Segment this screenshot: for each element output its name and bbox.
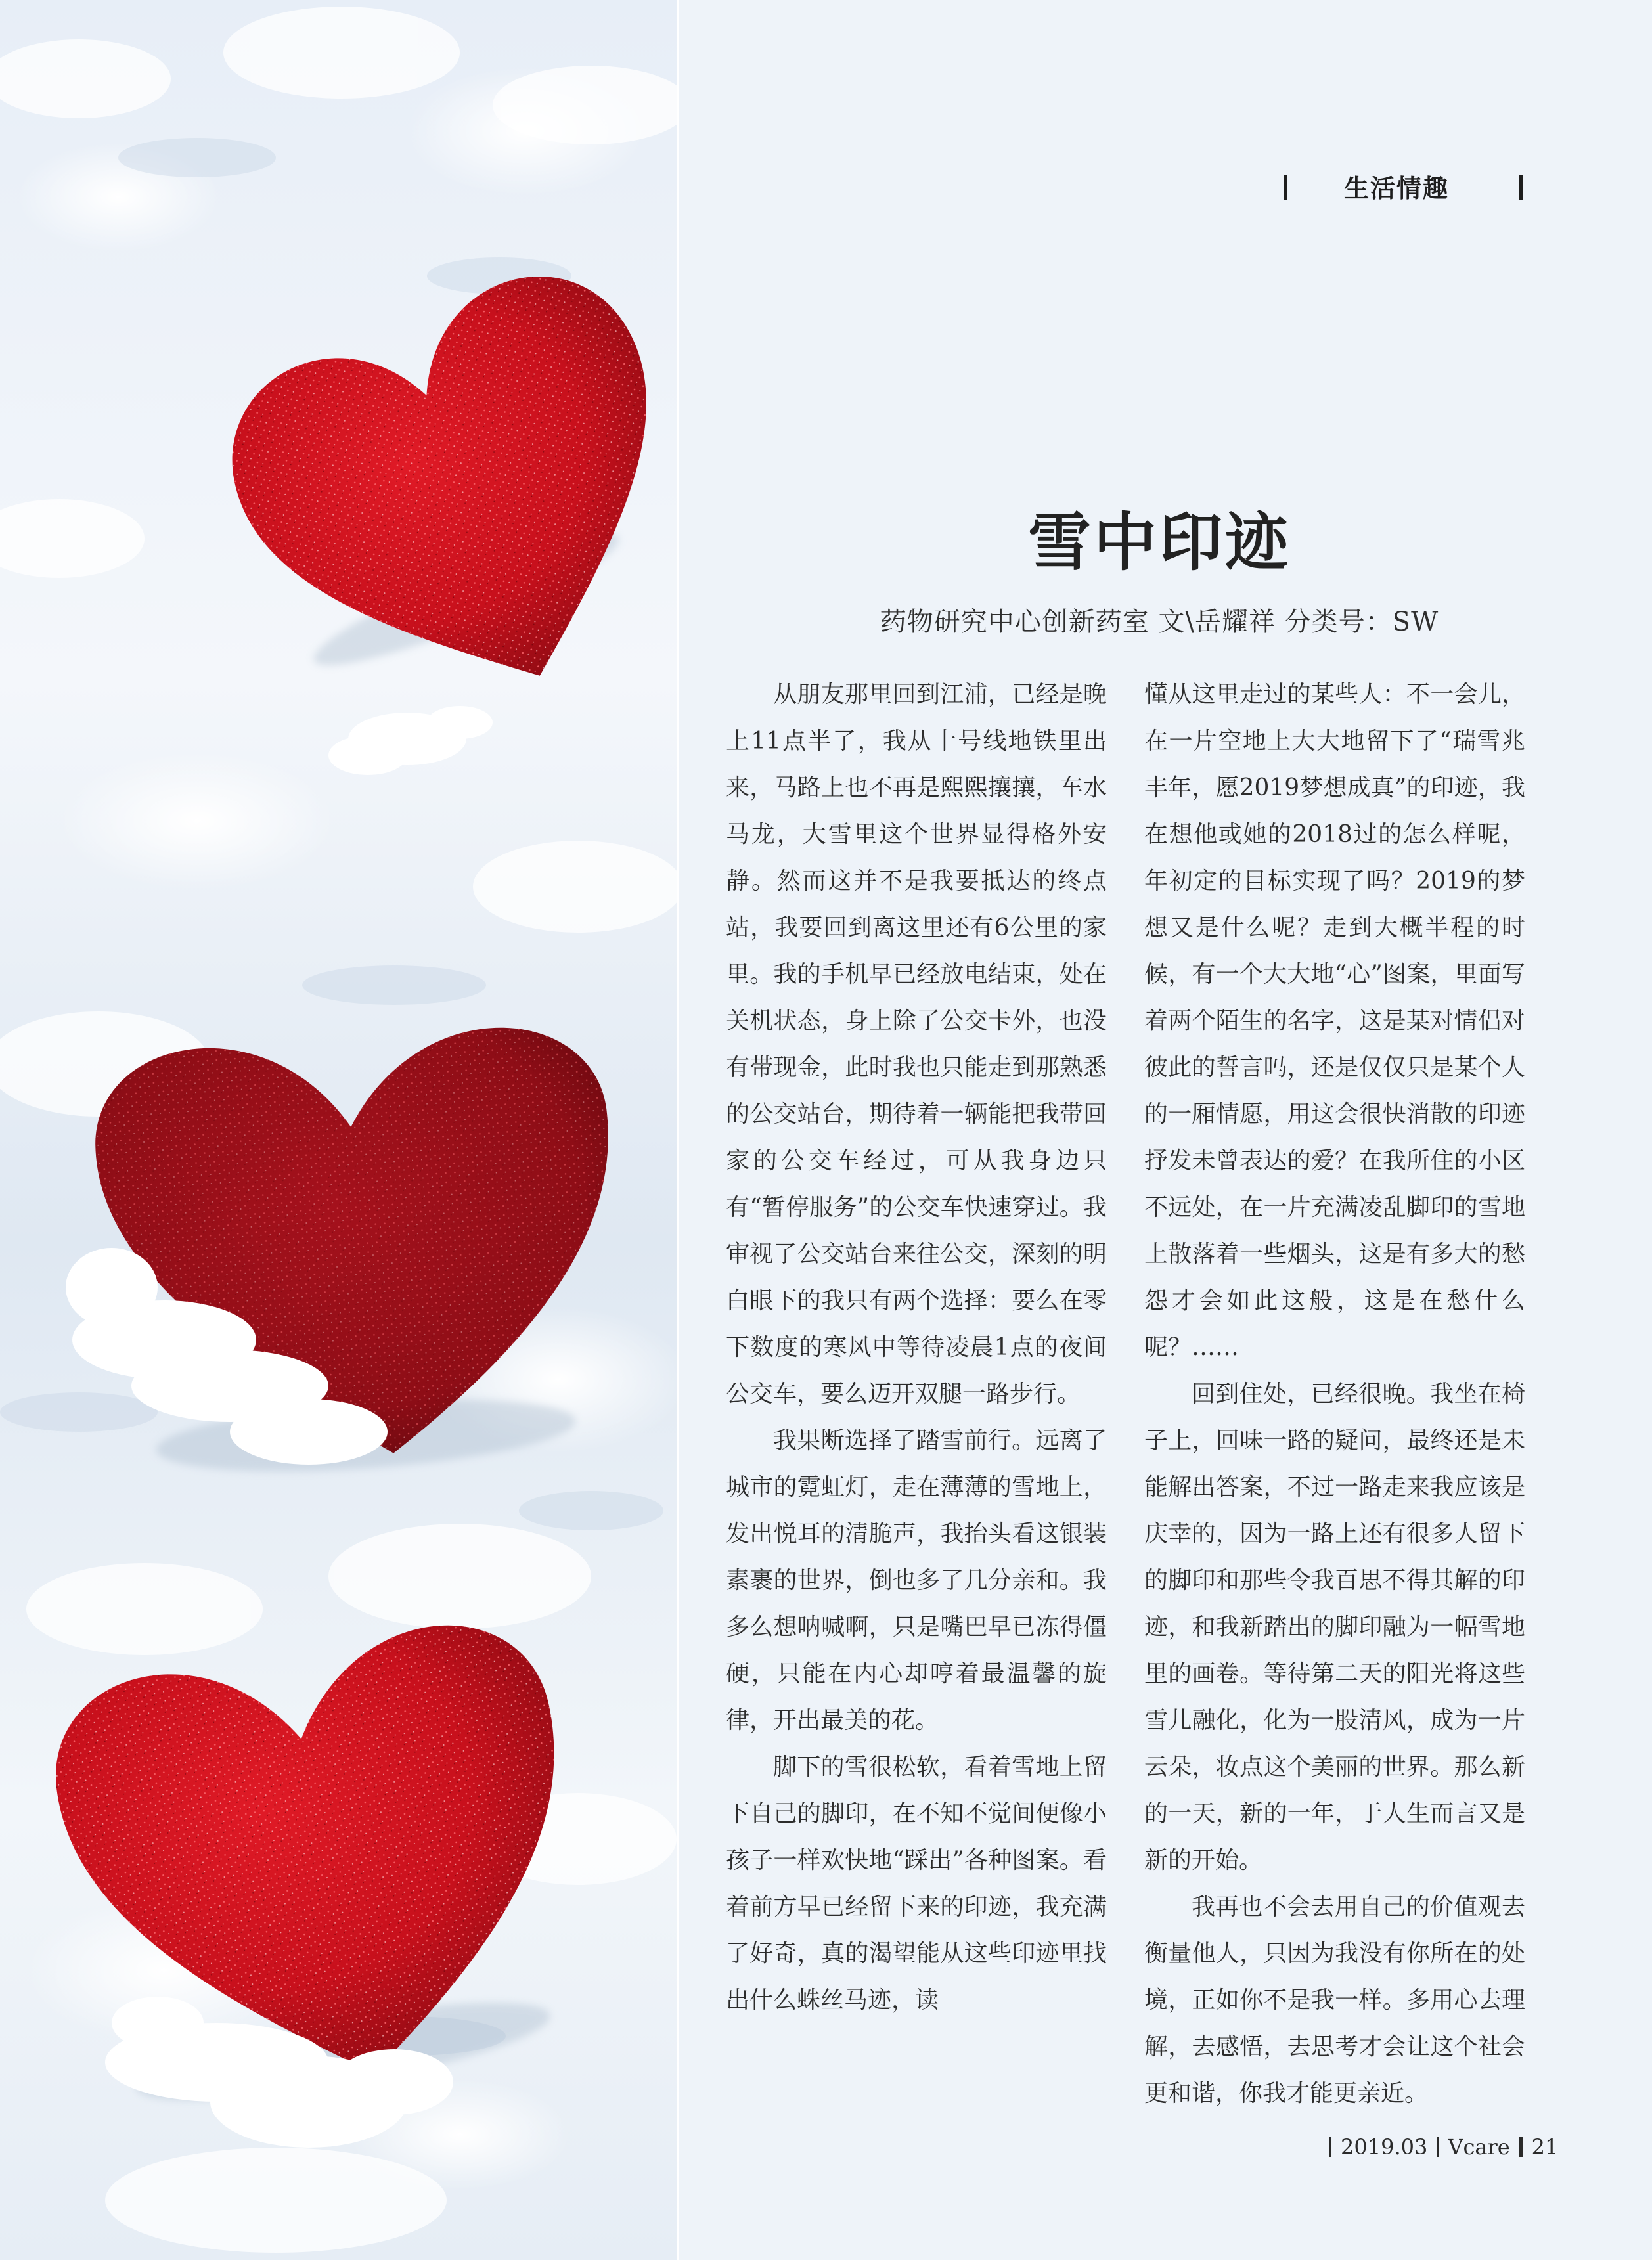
footer-issue: 2019.03 — [1341, 2135, 1428, 2160]
hearts-illustration — [0, 0, 677, 2260]
paragraph: 脚下的雪很松软，看着雪地上留下自己的脚印，在不知不觉间便像小孩子一样欢快地“踩出”各种图案。看着前方早已经留下来的印迹，我充满了好奇，真的渴望能从这些印迹里找出什么蛛丝马迹，读 — [726, 1754, 1107, 2014]
section-bar-right — [1519, 175, 1523, 200]
section-tag — [1278, 168, 1528, 208]
footer-magazine: Vcare — [1448, 2135, 1510, 2160]
article-title: 雪中印迹 — [1028, 506, 1291, 579]
heart-top — [201, 246, 677, 755]
page-number: 21 — [1531, 2135, 1559, 2160]
footer-separator — [1519, 2137, 1523, 2157]
section-bar-left — [1284, 175, 1287, 200]
footer-separator — [1329, 2137, 1331, 2157]
paragraph: 从朋友那里回到江浦，已经是晚上11点半了，我从十号线地铁里出来，马路上也不再是熙熙攘攘，车水马龙，大雪里这个世界显得格外安静。然而这并不是我要抵达的终点站，我要回到离这里还有6公里的家里。我的手机早已经放电结束，处在关机状态，身上除了公交卡外，也没有带现金，此时我也只能走到那熟悉的公交站台，期待着一辆能把我带回家的公交车经过，可从我身边只有“暂停服务”的公交车快速穿过。我审视了公交站台来往公交，深刻的明白眼下的我只有两个选择：要么在零下数度的寒风中等待凌晨1点的夜间公交车，要么迈开双腿一路步行。 — [726, 681, 1107, 1407]
footer-separator — [1437, 2137, 1439, 2157]
paragraph: 懂从这里走过的某些人：不一会儿，在一片空地上大大地留下了“瑞雪兆丰年，愿2019梦想成真”的印迹，我在想他或她的2018过的怎么样呢，年初定的目标实现了吗？2019的梦想又是什么呢？走到大概半程的时候，有一个大大地“心”图案，里面写着两个陌生的名字，这是某对情侣对彼此的誓言吗，还是仅仅只是某个人的一厢情愿，用这会很快消散的印迹抒发未曾表达的爱？在我所住的小区不远处，在一片充满凌乱脚印的雪地上散落着一些烟头，这是有多大的愁怨才会如此这般，这是在愁什么呢？…… — [1144, 681, 1525, 1361]
photo-divider — [677, 0, 679, 2260]
paragraph: 回到住处，已经很晚。我坐在椅子上，回味一路的疑问，最终还是未能解出答案，不过一路走来我应该是庆幸的，因为一路上还有很多人留下的脚印和那些令我百思不得其解的印迹，和我新踏出的脚印融为一幅雪地里的画卷。等待第二天的阳光将这些雪儿融化，化为一股清风，成为一片云朵，妆点这个美丽的世界。那么新的一天，新的一年，于人生而言又是新的开始。 — [1144, 1381, 1525, 1874]
snow-hearts-photo — [0, 0, 677, 2260]
page-footer — [1320, 2135, 1583, 2167]
article-column-right — [1144, 671, 1525, 2117]
paragraph: 我果断选择了踏雪前行。远离了城市的霓虹灯，走在薄薄的雪地上，发出悦耳的清脆声，我抬头看这银装素裹的世界，倒也多了几分亲和。我多么想呐喊啊，只是嘴巴早已冻得僵硬，只能在内心却哼着最温馨的旋律，开出最美的花。 — [726, 1427, 1107, 1734]
article-column-left — [726, 671, 1107, 2024]
section-label: 生活情趣 — [1344, 174, 1450, 203]
paragraph: 我再也不会去用自己的价值观去衡量他人，只因为我没有你所在的处境，正如你不是我一样。多用心去理解，去感悟，去思考才会让这个社会更和谐，你我才能更亲近。 — [1144, 1894, 1525, 2107]
article-byline: 药物研究中心创新药室 文\岳耀祥 分类号：SW — [880, 607, 1439, 637]
